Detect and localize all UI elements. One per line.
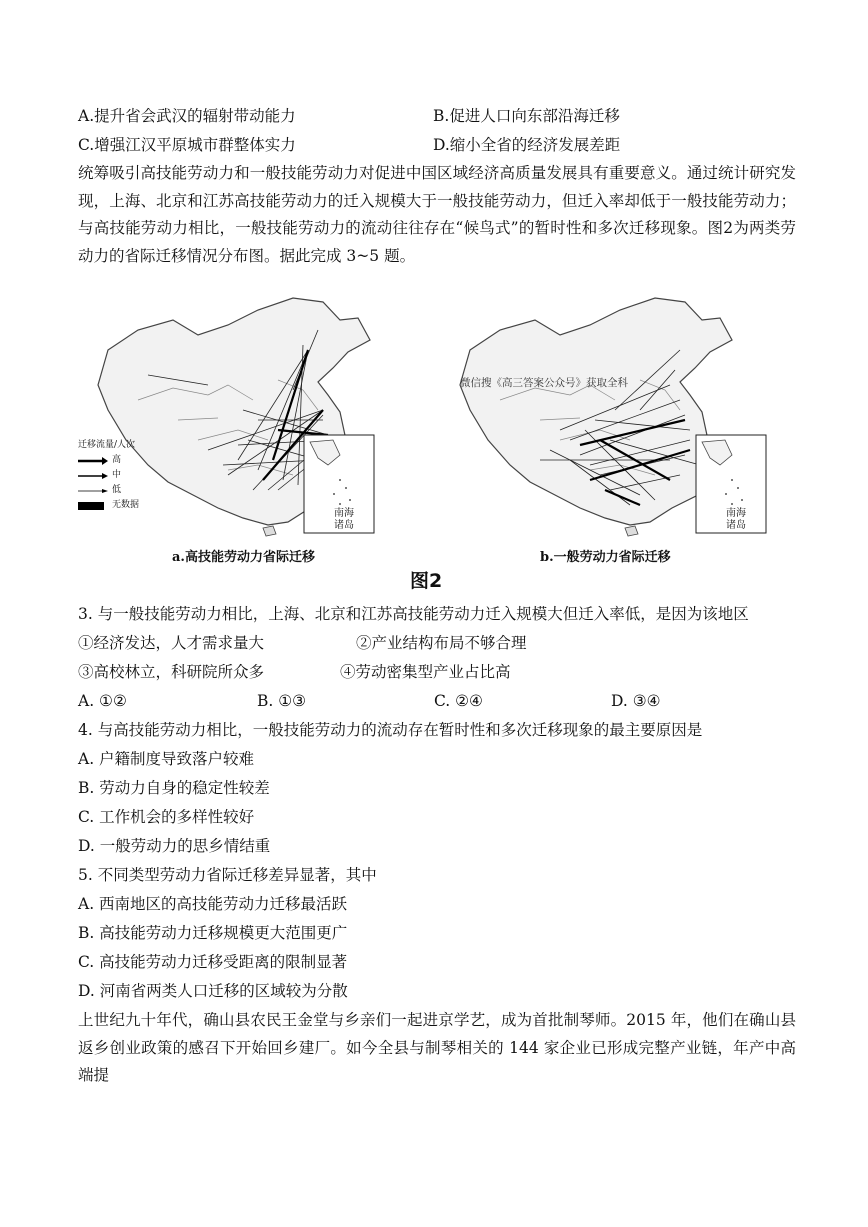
q3-statement-2: ②产业结构布局不够合理: [356, 634, 527, 652]
inset-label-a-line2: 诸岛: [334, 520, 354, 531]
legend-row-low: [78, 483, 139, 498]
legend-row-nodata: [78, 498, 139, 513]
q4-option-d: D. 一般劳动力的思乡情结重: [78, 837, 271, 855]
inset-label-a: [334, 508, 354, 532]
q5-option-a: A. 西南地区的高技能劳动力迁移最活跃: [78, 895, 348, 913]
china-map-b-graphic: [440, 290, 770, 540]
map-a-high-skill: [78, 290, 378, 565]
legend-row-high: [78, 453, 139, 468]
q3-stem: 3. 与一般技能劳动力相比，上海、北京和江苏高技能劳动力迁入规模大但迁入率低，是因为该地区: [78, 605, 749, 623]
inset-label-b-line2: 诸岛: [726, 520, 746, 531]
q4-option-c: C. 工作机会的多样性较好: [78, 808, 255, 826]
map-a-title: a.高技能劳动力省际迁移: [172, 550, 315, 565]
legend-nodata-label: 无数据: [112, 500, 140, 510]
q3-statement-1: ①经济发达，人才需求量大: [78, 634, 265, 652]
q5-option-c: C. 高技能劳动力迁移受距离的限制显著: [78, 953, 348, 971]
legend-low-label: 低: [112, 485, 122, 495]
inset-label-b: [726, 508, 746, 532]
q2-option-c: C.增强江汉平原城市群整体实力: [78, 136, 296, 154]
legend-title: 迁移流量/人次: [78, 440, 136, 450]
q5-option-d: D. 河南省两类人口迁移的区域较为分散: [78, 982, 348, 1000]
map-legend: [78, 438, 139, 513]
inset-label-b-line1: 南海: [726, 508, 746, 519]
q5-option-b: B. 高技能劳动力迁移规模更大范围更广: [78, 924, 348, 942]
q3-option-d: D. ③④: [611, 692, 661, 710]
q2-option-b: B.促进人口向东部沿海迁移: [433, 107, 620, 125]
reading-passage-2: 上世纪九十年代，确山县农民王金堂与乡亲们一起进京学艺，成为首批制琴师。2015 年，他们在确山县返乡创业政策的感召下开始回乡建厂。如今全县与制琴相关的 144 家企业已形成完整产业链，年产中高端提: [78, 1011, 796, 1084]
q4-option-b: B. 劳动力自身的稳定性较差: [78, 779, 270, 797]
legend-high-label: 高: [112, 455, 122, 465]
q2-option-d: D.缩小全省的经济发展差距: [433, 136, 621, 154]
legend-row-mid: [78, 468, 139, 483]
q3-option-b: B. ①③: [257, 692, 307, 710]
q3-option-a: A. ①②: [78, 692, 127, 710]
map-watermark: 微信搜《高三答案公众号》获取全科: [460, 377, 628, 389]
q3-statement-4: ④劳动密集型产业占比高: [340, 663, 511, 681]
q3-statement-3: ③高校林立，科研院所众多: [78, 663, 265, 681]
figure-label: 图2: [410, 570, 443, 592]
map-b-title: b.一般劳动力省际迁移: [540, 550, 671, 565]
q4-stem: 4. 与高技能劳动力相比，一般技能劳动力的流动存在暂时性和多次迁移现象的最主要原因是: [78, 721, 703, 739]
q4-option-a: A. 户籍制度导致落户较难: [78, 750, 255, 768]
map-b-general-skill: [440, 290, 770, 565]
q5-stem: 5. 不同类型劳动力省际迁移差异显著，其中: [78, 866, 377, 884]
reading-passage: 统筹吸引高技能劳动力和一般技能劳动力对促进中国区域经济高质量发展具有重要意义。通过统计研究发现，上海、北京和江苏高技能劳动力的迁入规模大于一般技能劳动力，但迁入率却低于一般技能劳动力；与高技能劳动力相比，一般技能劳动力的流动往往存在“候鸟式”的暂时性和多次迁移现象。图2为两类劳动力的省际迁移情况分布图。据此完成 3~5 题。: [78, 164, 796, 265]
q3-option-c: C. ②④: [434, 692, 483, 710]
inset-label-a-line1: 南海: [334, 508, 354, 519]
legend-mid-label: 中: [112, 470, 122, 480]
q2-option-a: A.提升省会武汉的辐射带动能力: [78, 107, 296, 125]
